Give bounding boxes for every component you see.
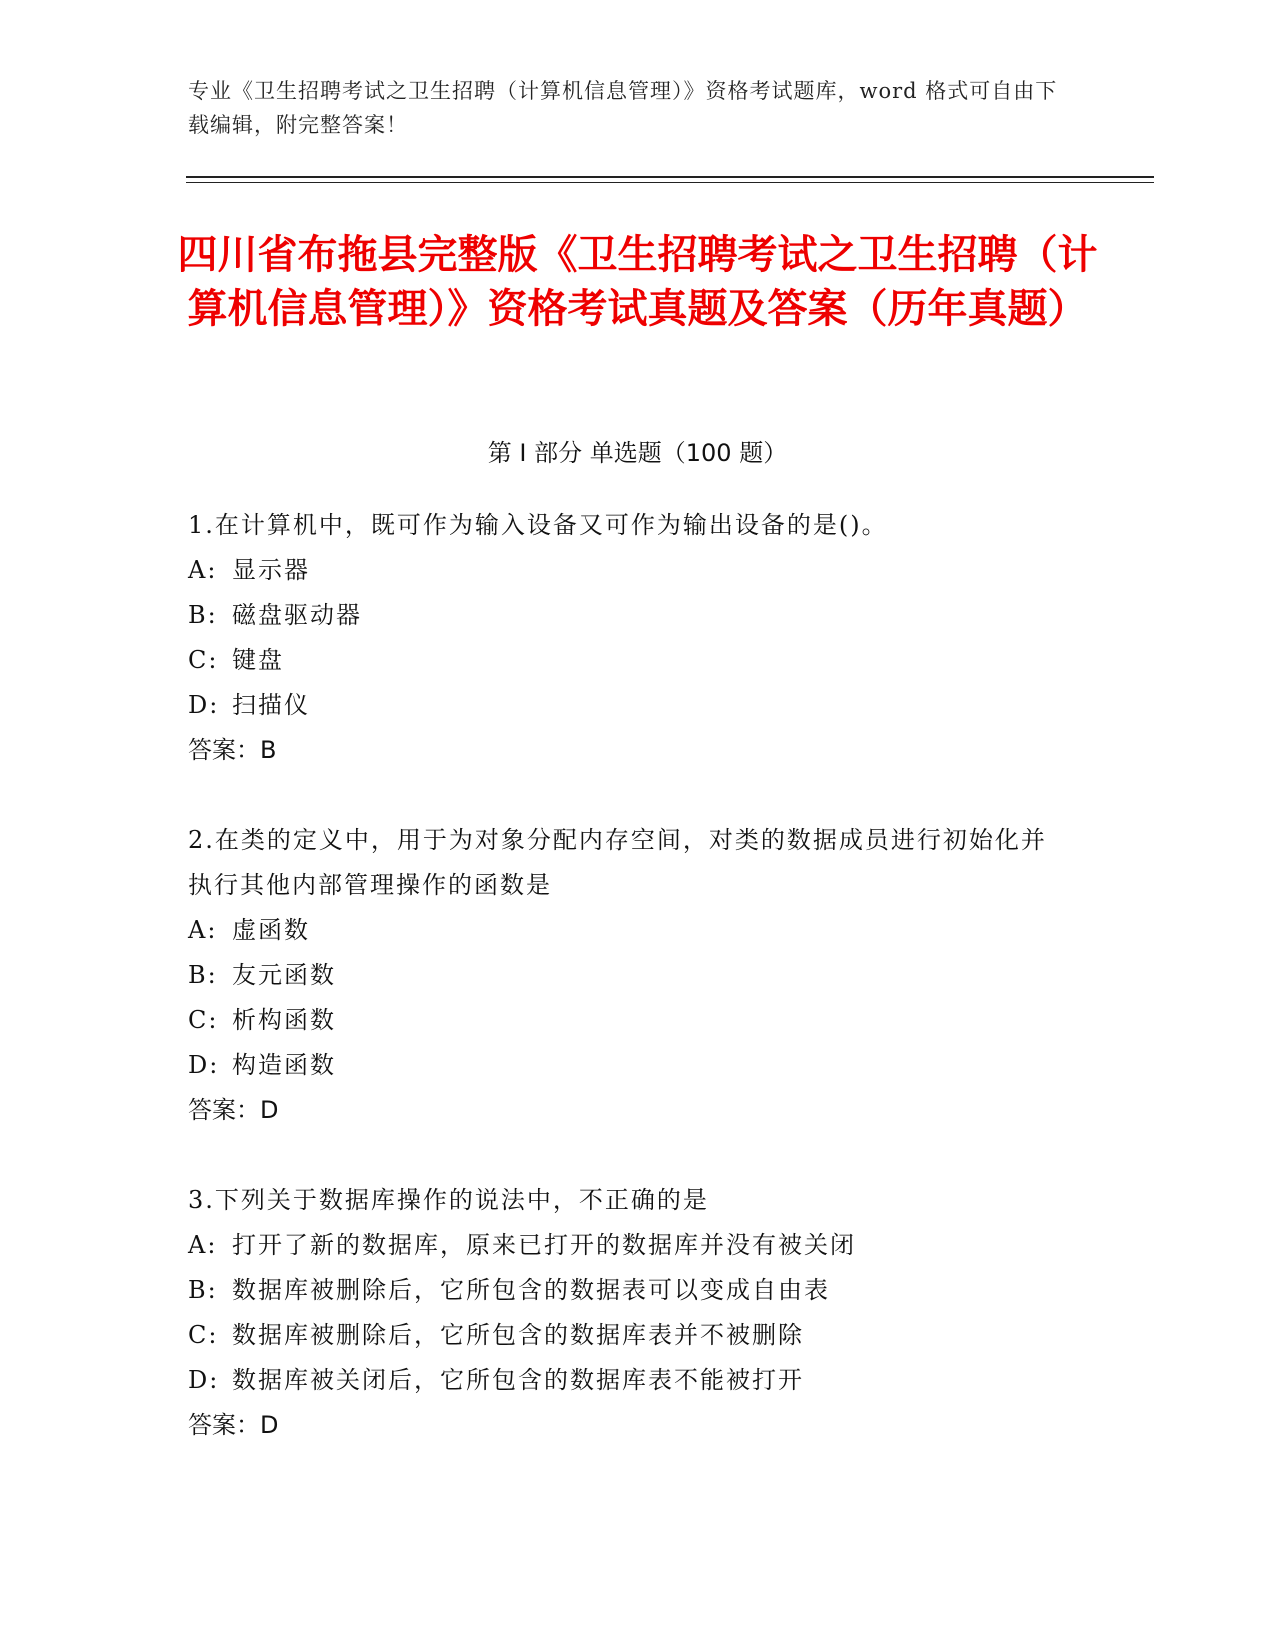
- option-key: A:: [188, 916, 218, 944]
- option-key: C:: [188, 1006, 219, 1034]
- header-note: 专业《卫生招聘考试之卫生招聘（计算机信息管理）》资格考试题库，word 格式可自由下载编辑，附完整答案！: [188, 79, 1058, 137]
- option-a: [188, 908, 1068, 953]
- option-key: A:: [188, 1231, 218, 1259]
- option-text: 显示器: [232, 556, 310, 584]
- section-title: 第 I 部分 单选题（100 题）: [487, 439, 788, 467]
- option-b: [188, 953, 1068, 998]
- option-key: C:: [188, 1321, 219, 1349]
- question-stem: 1.在计算机中，既可作为输入设备又可作为输出设备的是()。: [188, 511, 888, 539]
- option-key: B:: [188, 961, 218, 989]
- option-b: [188, 593, 1068, 638]
- option-a: [188, 548, 1068, 593]
- option-text: 数据库被关闭后，它所包含的数据库表不能被打开: [232, 1366, 804, 1394]
- option-d: [188, 1043, 1068, 1088]
- document-title: 四川省布拖县完整版《卫生招聘考试之卫生招聘（计算机信息管理）》资格考试真题及答案（历年真题）: [177, 232, 1098, 332]
- option-key: B:: [188, 601, 218, 629]
- question-3: [188, 1178, 1068, 1448]
- answer-line: 答案：D: [188, 1411, 279, 1439]
- option-key: C:: [188, 646, 219, 674]
- option-d: [188, 1358, 1068, 1403]
- answer-line: 答案：B: [188, 736, 277, 764]
- option-text: 扫描仪: [232, 691, 310, 719]
- answer-line: 答案：D: [188, 1096, 279, 1124]
- option-key: B:: [188, 1276, 218, 1304]
- option-d: [188, 683, 1068, 728]
- option-b: [188, 1268, 1068, 1313]
- question-2: [188, 818, 1068, 1133]
- option-text: 数据库被删除后，它所包含的数据表可以变成自由表: [232, 1276, 830, 1304]
- question-stem: 2.在类的定义中，用于为对象分配内存空间，对类的数据成员进行初始化并执行其他内部管理操作的函数是: [188, 826, 1047, 899]
- header-divider-thick: [186, 176, 1154, 178]
- option-text: 磁盘驱动器: [232, 601, 362, 629]
- option-text: 数据库被删除后，它所包含的数据库表并不被删除: [232, 1321, 804, 1349]
- option-text: 构造函数: [232, 1051, 336, 1079]
- option-c: [188, 1313, 1068, 1358]
- option-c: [188, 638, 1068, 683]
- option-text: 析构函数: [232, 1006, 336, 1034]
- header-divider-thin: [186, 182, 1154, 183]
- option-text: 友元函数: [232, 961, 336, 989]
- question-stem: 3.下列关于数据库操作的说法中，不正确的是: [188, 1186, 709, 1214]
- option-a: [188, 1223, 1068, 1268]
- option-text: 键盘: [232, 646, 284, 674]
- option-key: D:: [188, 1366, 220, 1394]
- option-c: [188, 998, 1068, 1043]
- option-key: D:: [188, 1051, 220, 1079]
- option-key: D:: [188, 691, 220, 719]
- option-text: 虚函数: [232, 916, 310, 944]
- question-1: [188, 503, 1068, 773]
- option-key: A:: [188, 556, 218, 584]
- option-text: 打开了新的数据库，原来已打开的数据库并没有被关闭: [232, 1231, 856, 1259]
